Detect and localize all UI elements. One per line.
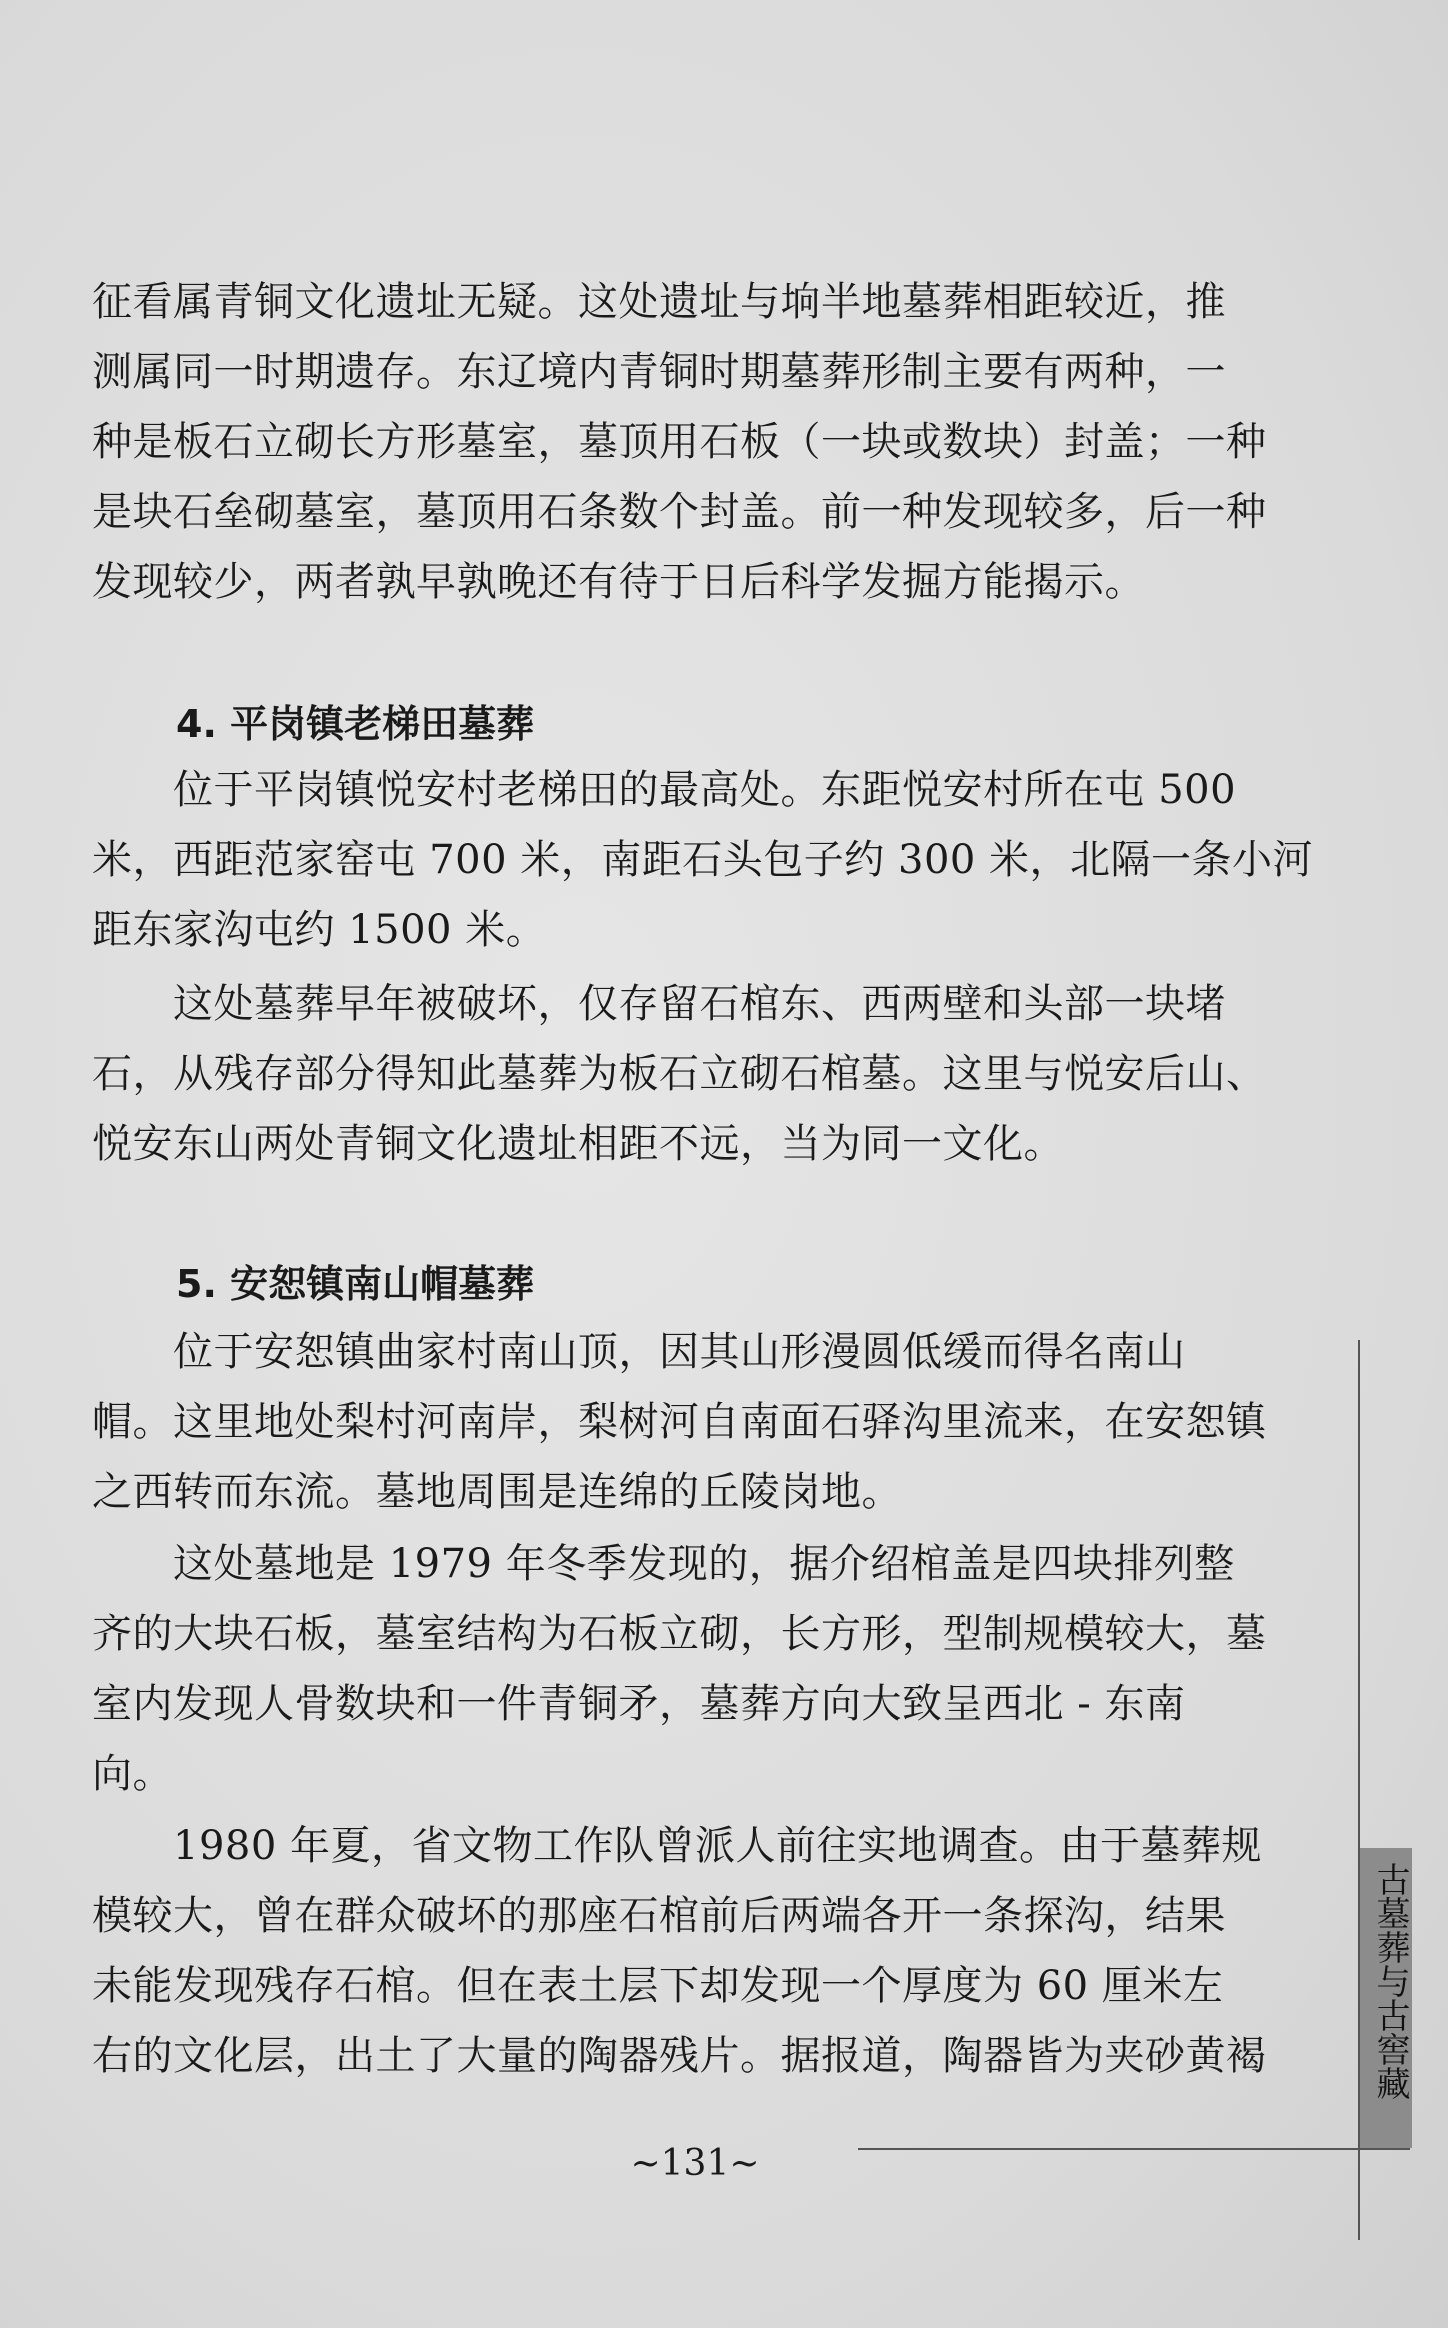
page-number: ~131~ — [630, 2143, 760, 2184]
chapter-tab-label: 古墓葬与古窖藏 — [1370, 1862, 1410, 2100]
text-line: 测属同一时期遗存。东辽境内青铜时期墓葬形制主要有两种，一 — [92, 349, 1226, 395]
text-line: 之西转而东流。墓地周围是连绵的丘陵岗地。 — [92, 1469, 902, 1515]
text-line: 这处墓葬早年被破坏，仅存留石棺东、西两壁和头部一块堵 — [92, 981, 1226, 1027]
text-line: 种是板石立砌长方形墓室，墓顶用石板（一块或数块）封盖；一种 — [92, 419, 1267, 465]
text-line: 位于安恕镇曲家村南山顶，因其山形漫圆低缓而得名南山 — [92, 1329, 1186, 1375]
section-heading-4: 4. 平岗镇老梯田墓葬 — [176, 702, 535, 746]
text-line: 模较大，曾在群众破坏的那座石棺前后两端各开一条探沟，结果 — [92, 1893, 1226, 1939]
text-line: 距东家沟屯约 1500 米。 — [92, 907, 547, 953]
text-line: 向。 — [92, 1751, 173, 1797]
text-line: 位于平岗镇悦安村老梯田的最高处。东距悦安村所在屯 500 — [92, 767, 1237, 813]
text-line: 右的文化层，出土了大量的陶器残片。据报道，陶器皆为夹砂黄褐 — [92, 2033, 1267, 2079]
text-line: 征看属青铜文化遗址无疑。这处遗址与垧半地墓葬相距较近，推 — [92, 279, 1226, 325]
text-line: 是块石垒砌墓室，墓顶用石条数个封盖。前一种发现较多，后一种 — [92, 489, 1267, 535]
text-line: 1980 年夏，省文物工作队曾派人前往实地调查。由于墓葬规 — [92, 1823, 1263, 1869]
text-line: 发现较少，两者孰早孰晚还有待于日后科学发掘方能揭示。 — [92, 559, 1145, 605]
text-line: 石，从残存部分得知此墓葬为板石立砌石棺墓。这里与悦安后山、 — [92, 1051, 1267, 1097]
text-line: 悦安东山两处青铜文化遗址相距不远，当为同一文化。 — [92, 1121, 1064, 1167]
text-line: 帽。这里地处梨村河南岸，梨树河自南面石驿沟里流来，在安恕镇 — [92, 1399, 1267, 1445]
text-line: 未能发现残存石棺。但在表土层下却发现一个厚度为 60 厘米左 — [92, 1963, 1224, 2009]
footer-rule — [858, 2148, 1410, 2150]
text-line: 这处墓地是 1979 年冬季发现的，据介绍棺盖是四块排列整 — [92, 1541, 1235, 1587]
text-line: 齐的大块石板，墓室结构为石板立砌，长方形，型制规模较大，墓 — [92, 1611, 1267, 1657]
text-line: 米，西距范家窑屯 700 米，南距石头包子约 300 米，北隔一条小河 — [92, 837, 1314, 883]
section-heading-5: 5. 安恕镇南山帽墓葬 — [176, 1262, 535, 1306]
text-line: 室内发现人骨数块和一件青铜矛，墓葬方向大致呈西北 - 东南 — [92, 1681, 1186, 1727]
